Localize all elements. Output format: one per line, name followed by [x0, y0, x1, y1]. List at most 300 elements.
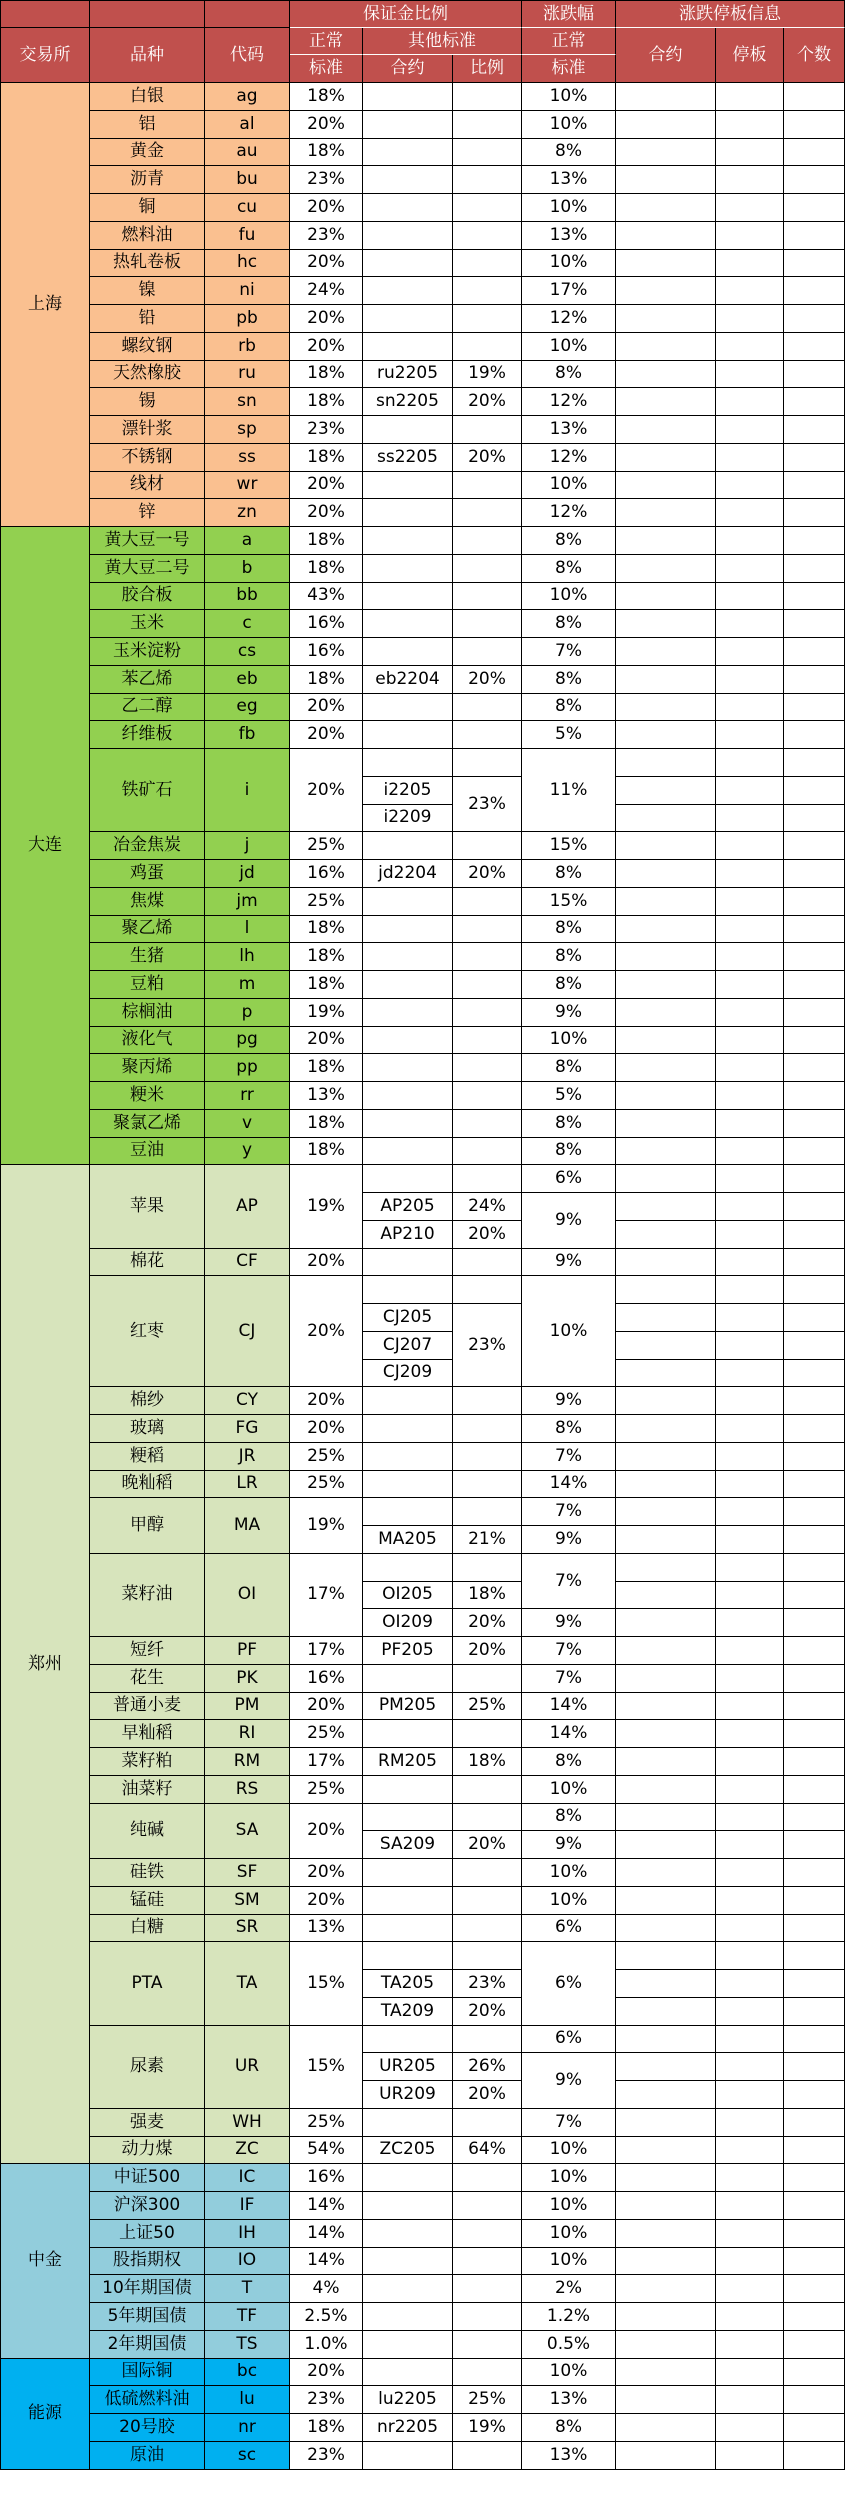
contract-cell: [363, 2303, 453, 2331]
ratio-cell: 18%: [453, 1582, 522, 1610]
contract-cell: [363, 2109, 453, 2137]
margin-cell: 18%: [290, 1054, 363, 1082]
margin-cell: 18%: [290, 444, 363, 472]
info-stop-cell: [716, 499, 784, 527]
contract-cell: [363, 416, 453, 444]
ratio-cell: [453, 610, 522, 638]
variety-cell: 铅: [90, 305, 205, 333]
info-stop-cell: [716, 805, 784, 833]
margin-cell: 18%: [290, 83, 363, 111]
ratio-cell: [453, 1443, 522, 1471]
info-stop-cell: [716, 1054, 784, 1082]
info-stop-cell: [716, 1915, 784, 1943]
info-count-cell: [784, 2137, 845, 2165]
info-count-cell: [784, 2109, 845, 2137]
info-stop-cell: [716, 166, 784, 194]
code-cell: ru: [205, 361, 290, 389]
info-contract-cell: [616, 1720, 716, 1748]
code-cell: eb: [205, 666, 290, 694]
info-count-cell: [784, 1859, 845, 1887]
info-stop-cell: [716, 832, 784, 860]
info-stop-cell: [716, 2220, 784, 2248]
info-stop-cell: [716, 694, 784, 722]
info-stop-cell: [716, 1360, 784, 1388]
margin-cell: 24%: [290, 277, 363, 305]
variety-cell: 漂针浆: [90, 416, 205, 444]
variety-cell: 菜籽粕: [90, 1748, 205, 1776]
contract-cell: [363, 694, 453, 722]
contract-cell: [363, 943, 453, 971]
info-count-cell: [784, 2442, 845, 2470]
info-count-cell: [784, 1998, 845, 2026]
code-cell: fb: [205, 721, 290, 749]
info-stop-cell: [716, 2331, 784, 2359]
contract-cell: [363, 1915, 453, 1943]
contract-cell: [363, 1415, 453, 1443]
margin-cell: 17%: [290, 1748, 363, 1776]
code-cell: SA: [205, 1804, 290, 1860]
ratio-cell: [453, 2109, 522, 2137]
info-contract-cell: [616, 2275, 716, 2303]
variety-cell: 胶合板: [90, 583, 205, 611]
limit-cell: 10%: [522, 583, 616, 611]
margin-cell: 18%: [290, 388, 363, 416]
limit-cell: 8%: [522, 1415, 616, 1443]
contract-cell: [363, 721, 453, 749]
info-count-cell: [784, 2053, 845, 2081]
variety-cell: 5年期国债: [90, 2303, 205, 2331]
info-stop-cell: [716, 1387, 784, 1415]
info-contract-cell: [616, 1276, 716, 1304]
variety-cell: 乙二醇: [90, 694, 205, 722]
info-contract-cell: [616, 2303, 716, 2331]
margin-cell: 20%: [290, 1027, 363, 1055]
margin-cell: 20%: [290, 194, 363, 222]
info-contract-cell: [616, 1471, 716, 1499]
info-stop-cell: [716, 2303, 784, 2331]
ratio-cell: 25%: [453, 2386, 522, 2414]
contract-cell: [363, 111, 453, 139]
info-count-cell: [784, 499, 845, 527]
exchange-cell: 大连: [0, 527, 90, 1165]
variety-cell: 油菜籽: [90, 1776, 205, 1804]
info-contract-cell: [616, 1110, 716, 1138]
info-count-cell: [784, 83, 845, 111]
info-count-cell: [784, 1831, 845, 1859]
margin-cell: 20%: [290, 499, 363, 527]
margin-cell: 25%: [290, 1776, 363, 1804]
variety-cell: 焦煤: [90, 888, 205, 916]
margin-cell: 1.0%: [290, 2331, 363, 2359]
contract-cell: [363, 999, 453, 1027]
info-count-cell: [784, 1387, 845, 1415]
ratio-cell: [453, 888, 522, 916]
header-limit-group: 涨跌幅: [522, 0, 616, 28]
margin-cell: 18%: [290, 139, 363, 167]
margin-cell: 18%: [290, 666, 363, 694]
variety-cell: 早籼稻: [90, 1720, 205, 1748]
code-cell: MA: [205, 1498, 290, 1554]
info-contract-cell: [616, 1193, 716, 1221]
ratio-cell: [453, 638, 522, 666]
contract-cell: [363, 2026, 453, 2054]
contract-cell: [363, 222, 453, 250]
limit-cell: 9%: [522, 1387, 616, 1415]
limit-cell: 10%: [522, 2164, 616, 2192]
info-contract-cell: [616, 1970, 716, 1998]
info-count-cell: [784, 416, 845, 444]
contract-cell: ZC205: [363, 2137, 453, 2165]
info-stop-cell: [716, 1582, 784, 1610]
ratio-cell: [453, 999, 522, 1027]
info-count-cell: [784, 1970, 845, 1998]
ratio-cell: 18%: [453, 1748, 522, 1776]
contract-cell: PM205: [363, 1693, 453, 1721]
limit-cell: 8%: [522, 139, 616, 167]
info-contract-cell: [616, 222, 716, 250]
margin-cell: 18%: [290, 943, 363, 971]
ratio-cell: 20%: [453, 666, 522, 694]
contract-cell: [363, 1887, 453, 1915]
limit-cell: 10%: [522, 1776, 616, 1804]
variety-cell: 20号胶: [90, 2414, 205, 2442]
header-limit-top: 正常: [522, 28, 616, 55]
code-cell: jd: [205, 860, 290, 888]
contract-cell: [363, 583, 453, 611]
ratio-cell: [453, 2026, 522, 2054]
ratio-cell: [453, 1776, 522, 1804]
info-stop-cell: [716, 194, 784, 222]
contract-cell: [363, 916, 453, 944]
contract-cell: [363, 888, 453, 916]
code-cell: l: [205, 916, 290, 944]
info-stop-cell: [716, 2026, 784, 2054]
margin-cell: 18%: [290, 555, 363, 583]
info-contract-cell: [616, 444, 716, 472]
margin-cell: 19%: [290, 999, 363, 1027]
info-contract-cell: [616, 777, 716, 805]
info-count-cell: [784, 2164, 845, 2192]
contract-cell: sn2205: [363, 388, 453, 416]
info-stop-cell: [716, 1443, 784, 1471]
variety-cell: 黄金: [90, 139, 205, 167]
contract-cell: OI205: [363, 1582, 453, 1610]
info-contract-cell: [616, 2026, 716, 2054]
limit-cell: 12%: [522, 388, 616, 416]
contract-cell: SA209: [363, 1831, 453, 1859]
variety-cell: 苯乙烯: [90, 666, 205, 694]
info-stop-cell: [716, 1304, 784, 1332]
margin-cell: 17%: [290, 1554, 363, 1637]
info-count-cell: [784, 1443, 845, 1471]
limit-cell: 12%: [522, 499, 616, 527]
contract-cell: [363, 1498, 453, 1526]
code-cell: ag: [205, 83, 290, 111]
limit-cell: 10%: [522, 472, 616, 500]
limit-cell: 5%: [522, 721, 616, 749]
info-stop-cell: [716, 444, 784, 472]
info-contract-cell: [616, 694, 716, 722]
contract-cell: UR205: [363, 2053, 453, 2081]
info-stop-cell: [716, 916, 784, 944]
variety-cell: 菜籽油: [90, 1554, 205, 1637]
variety-cell: 苹果: [90, 1165, 205, 1248]
code-cell: lh: [205, 943, 290, 971]
ratio-cell: [453, 943, 522, 971]
ratio-cell: [453, 2303, 522, 2331]
variety-cell: 国际铜: [90, 2359, 205, 2387]
info-contract-cell: [616, 916, 716, 944]
info-count-cell: [784, 444, 845, 472]
info-count-cell: [784, 2192, 845, 2220]
info-stop-cell: [716, 2386, 784, 2414]
limit-cell: 8%: [522, 1748, 616, 1776]
limit-cell: 2%: [522, 2275, 616, 2303]
code-cell: OI: [205, 1554, 290, 1637]
variety-cell: 锡: [90, 388, 205, 416]
variety-cell: 花生: [90, 1665, 205, 1693]
contract-cell: [363, 1720, 453, 1748]
contract-cell: [363, 1249, 453, 1277]
code-cell: sn: [205, 388, 290, 416]
variety-cell: 粳米: [90, 1082, 205, 1110]
ratio-cell: [453, 1054, 522, 1082]
code-cell: pb: [205, 305, 290, 333]
info-stop-cell: [716, 416, 784, 444]
info-contract-cell: [616, 1027, 716, 1055]
ratio-cell: 19%: [453, 2414, 522, 2442]
limit-cell: 9%: [522, 1609, 616, 1637]
info-stop-cell: [716, 1165, 784, 1193]
info-count-cell: [784, 2386, 845, 2414]
info-count-cell: [784, 139, 845, 167]
info-contract-cell: [616, 250, 716, 278]
contract-cell: [363, 194, 453, 222]
ratio-cell: 19%: [453, 361, 522, 389]
code-cell: ss: [205, 444, 290, 472]
margin-cell: 17%: [290, 1637, 363, 1665]
ratio-cell: [453, 1942, 522, 1970]
ratio-cell: [453, 971, 522, 999]
contract-cell: [363, 499, 453, 527]
code-cell: RI: [205, 1720, 290, 1748]
info-stop-cell: [716, 1471, 784, 1499]
info-contract-cell: [616, 111, 716, 139]
contract-cell: [363, 2192, 453, 2220]
ratio-cell: 20%: [453, 1998, 522, 2026]
code-cell: FG: [205, 1415, 290, 1443]
margin-cell: 20%: [290, 749, 363, 832]
contract-cell: [363, 1942, 453, 1970]
ratio-cell: [453, 1387, 522, 1415]
exchange-cell: 中金: [0, 2164, 90, 2358]
variety-cell: 10年期国债: [90, 2275, 205, 2303]
info-stop-cell: [716, 1637, 784, 1665]
contract-cell: [363, 2359, 453, 2387]
code-cell: au: [205, 139, 290, 167]
info-count-cell: [784, 1304, 845, 1332]
info-count-cell: [784, 333, 845, 361]
limit-cell: 10%: [522, 2137, 616, 2165]
ratio-cell: 26%: [453, 2053, 522, 2081]
contract-cell: CJ205: [363, 1304, 453, 1332]
contract-cell: [363, 1665, 453, 1693]
margin-cell: 18%: [290, 527, 363, 555]
info-count-cell: [784, 166, 845, 194]
info-contract-cell: [616, 416, 716, 444]
info-count-cell: [784, 555, 845, 583]
info-stop-cell: [716, 250, 784, 278]
info-contract-cell: [616, 1859, 716, 1887]
info-count-cell: [784, 1526, 845, 1554]
contract-cell: CJ207: [363, 1332, 453, 1360]
variety-cell: 红枣: [90, 1276, 205, 1387]
variety-cell: 晚籼稻: [90, 1471, 205, 1499]
info-count-cell: [784, 2359, 845, 2387]
ratio-cell: [453, 916, 522, 944]
info-stop-cell: [716, 2442, 784, 2470]
info-count-cell: [784, 1027, 845, 1055]
limit-cell: 8%: [522, 971, 616, 999]
variety-cell: 棕榈油: [90, 999, 205, 1027]
code-cell: bb: [205, 583, 290, 611]
ratio-cell: 20%: [453, 1221, 522, 1249]
limit-cell: 0.5%: [522, 2331, 616, 2359]
variety-cell: 沪深300: [90, 2192, 205, 2220]
contract-cell: [363, 305, 453, 333]
contract-cell: RM205: [363, 1748, 453, 1776]
header-variety: 品种: [90, 28, 205, 83]
info-count-cell: [784, 1138, 845, 1166]
info-contract-cell: [616, 1582, 716, 1610]
variety-cell: 镍: [90, 277, 205, 305]
info-contract-cell: [616, 971, 716, 999]
header-info-count: 个数: [784, 28, 845, 83]
ratio-cell: [453, 1859, 522, 1887]
variety-cell: 中证500: [90, 2164, 205, 2192]
contract-cell: eb2204: [363, 666, 453, 694]
exchange-cell: 上海: [0, 83, 90, 527]
variety-cell: 动力煤: [90, 2137, 205, 2165]
info-count-cell: [784, 1665, 845, 1693]
info-stop-cell: [716, 2137, 784, 2165]
info-contract-cell: [616, 1693, 716, 1721]
variety-cell: 原油: [90, 2442, 205, 2470]
header-margin-group: 保证金比例: [290, 0, 522, 28]
contract-cell: [363, 1776, 453, 1804]
header-info-stop: 停板: [716, 28, 784, 83]
info-contract-cell: [616, 1915, 716, 1943]
info-count-cell: [784, 860, 845, 888]
code-cell: PF: [205, 1637, 290, 1665]
info-contract-cell: [616, 1748, 716, 1776]
info-stop-cell: [716, 610, 784, 638]
code-cell: jm: [205, 888, 290, 916]
code-cell: IC: [205, 2164, 290, 2192]
limit-cell: 10%: [522, 1276, 616, 1387]
contract-cell: MA205: [363, 1526, 453, 1554]
limit-cell: 8%: [522, 943, 616, 971]
code-cell: IH: [205, 2220, 290, 2248]
info-count-cell: [784, 583, 845, 611]
ratio-cell: [453, 2359, 522, 2387]
contract-cell: TA205: [363, 1970, 453, 1998]
info-stop-cell: [716, 1082, 784, 1110]
info-contract-cell: [616, 1304, 716, 1332]
limit-cell: 9%: [522, 1831, 616, 1859]
code-cell: SF: [205, 1859, 290, 1887]
variety-cell: 热轧卷板: [90, 250, 205, 278]
info-stop-cell: [716, 1027, 784, 1055]
info-contract-cell: [616, 555, 716, 583]
variety-cell: 黄大豆一号: [90, 527, 205, 555]
info-stop-cell: [716, 1859, 784, 1887]
contract-cell: [363, 277, 453, 305]
margin-cell: 20%: [290, 694, 363, 722]
limit-cell: 10%: [522, 2220, 616, 2248]
code-cell: IF: [205, 2192, 290, 2220]
variety-cell: 玉米淀粉: [90, 638, 205, 666]
margin-cell: 20%: [290, 1887, 363, 1915]
info-stop-cell: [716, 472, 784, 500]
info-contract-cell: [616, 610, 716, 638]
limit-cell: 13%: [522, 166, 616, 194]
info-count-cell: [784, 1942, 845, 1970]
ratio-cell: 20%: [453, 860, 522, 888]
ratio-cell: [453, 222, 522, 250]
ratio-cell: [453, 1082, 522, 1110]
limit-cell: 8%: [522, 555, 616, 583]
variety-cell: 股指期权: [90, 2248, 205, 2276]
info-count-cell: [784, 194, 845, 222]
variety-cell: 硅铁: [90, 1859, 205, 1887]
info-count-cell: [784, 1887, 845, 1915]
info-stop-cell: [716, 1193, 784, 1221]
info-stop-cell: [716, 1693, 784, 1721]
limit-cell: 10%: [522, 194, 616, 222]
info-count-cell: [784, 749, 845, 777]
variety-cell: 甲醇: [90, 1498, 205, 1554]
margin-cell: 20%: [290, 472, 363, 500]
code-cell: zn: [205, 499, 290, 527]
info-contract-cell: [616, 2053, 716, 2081]
limit-cell: 8%: [522, 1054, 616, 1082]
limit-cell: 7%: [522, 1498, 616, 1526]
margin-cell: 20%: [290, 1859, 363, 1887]
ratio-cell: [453, 583, 522, 611]
margin-cell: 16%: [290, 860, 363, 888]
margin-cell: 13%: [290, 1082, 363, 1110]
margin-cell: 16%: [290, 2164, 363, 2192]
limit-cell: 6%: [522, 1942, 616, 2025]
ratio-cell: [453, 555, 522, 583]
code-cell: CF: [205, 1249, 290, 1277]
limit-cell: 10%: [522, 2248, 616, 2276]
info-stop-cell: [716, 583, 784, 611]
code-cell: al: [205, 111, 290, 139]
info-count-cell: [784, 1720, 845, 1748]
limit-cell: 13%: [522, 416, 616, 444]
code-cell: SM: [205, 1887, 290, 1915]
code-cell: ni: [205, 277, 290, 305]
info-contract-cell: [616, 2220, 716, 2248]
info-contract-cell: [616, 1387, 716, 1415]
info-contract-cell: [616, 805, 716, 833]
ratio-cell: [453, 1249, 522, 1277]
info-count-cell: [784, 277, 845, 305]
code-cell: UR: [205, 2026, 290, 2109]
header-limit-info: 涨跌停板信息: [616, 0, 845, 28]
